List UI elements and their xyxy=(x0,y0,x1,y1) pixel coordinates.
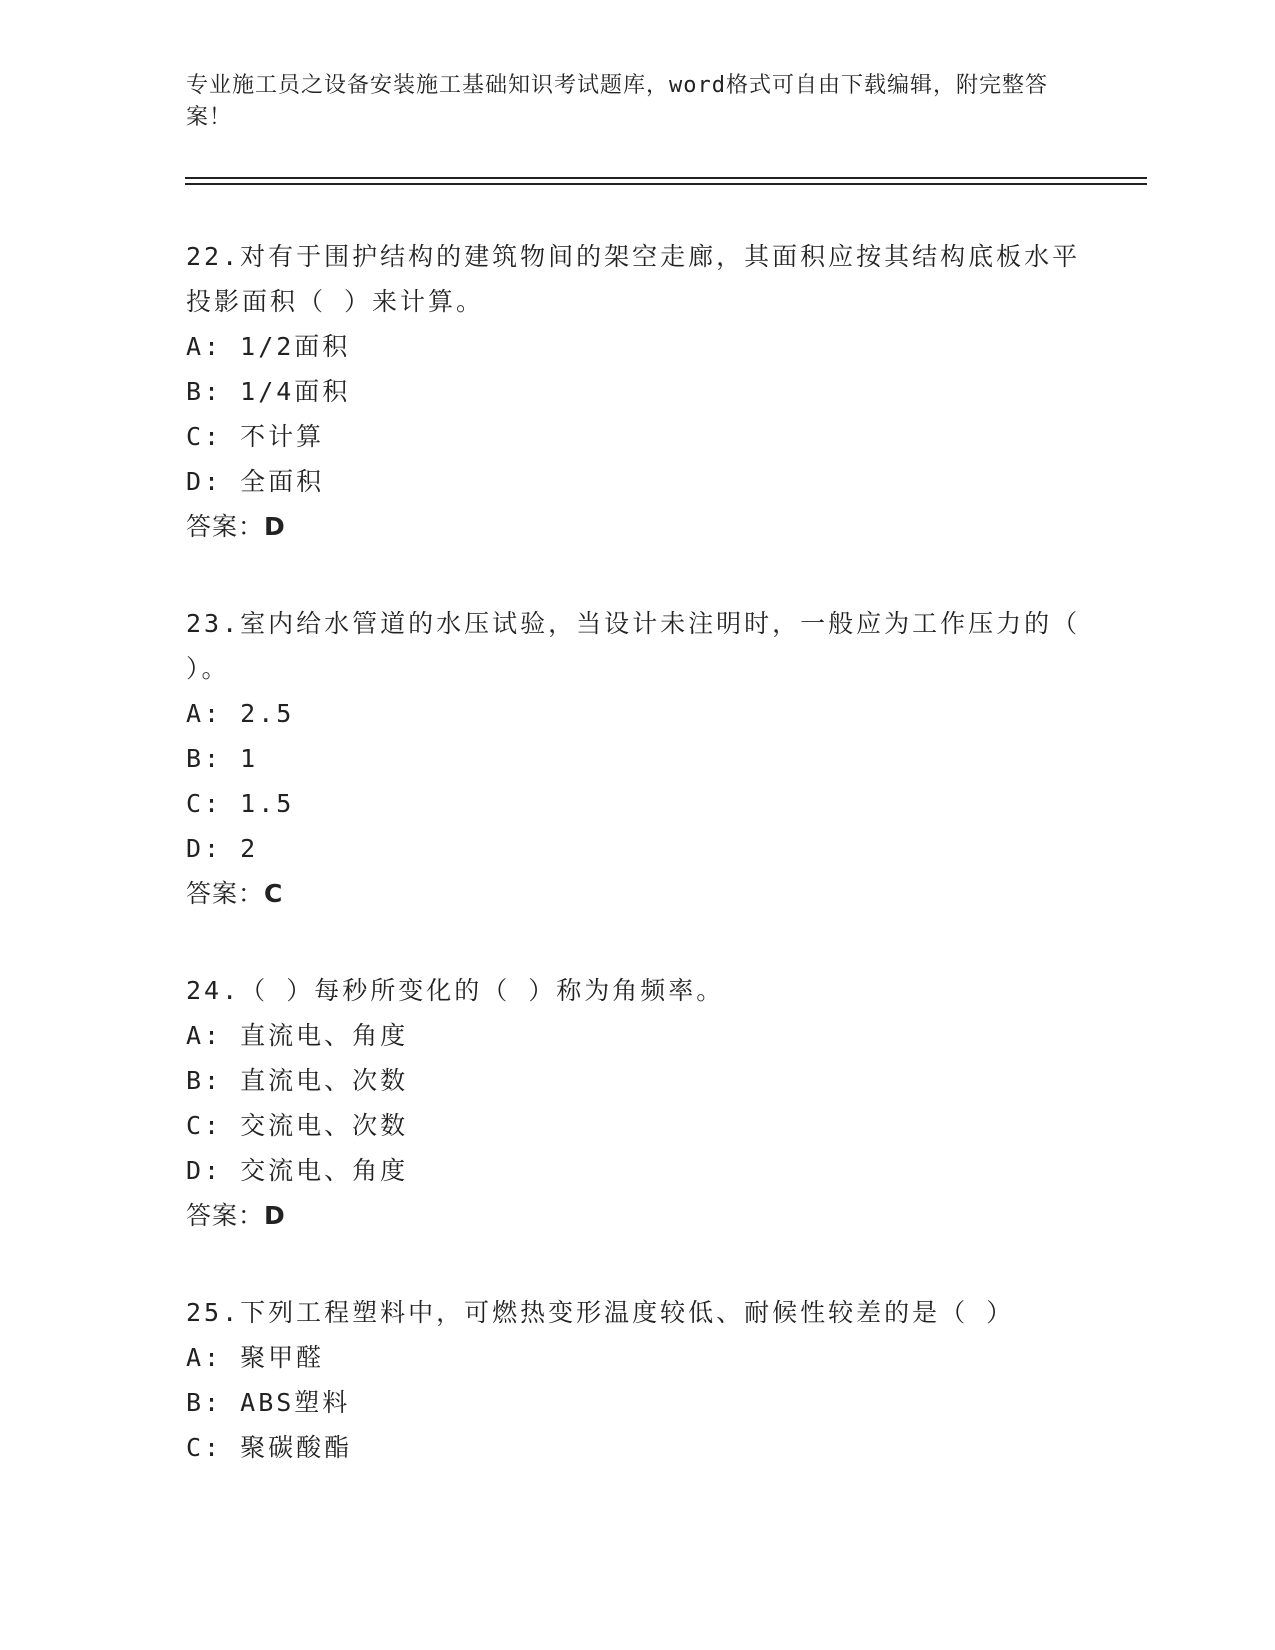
question-23 xyxy=(186,601,1086,916)
answer-value: D xyxy=(264,1201,286,1230)
question-text: 22.对有于围护结构的建筑物间的架空走廊，其面积应按其结构底板水平投影面积（ ）来计算。 xyxy=(186,242,1081,316)
question-text: 25.下列工程塑料中，可燃热变形温度较低、耐候性较差的是（ ） xyxy=(186,1298,1015,1327)
option-b: B: 1/4面积 xyxy=(186,377,351,406)
document-header: 专业施工员之设备安装施工基础知识考试题库，word格式可自由下载编辑，附完整答案！ xyxy=(186,73,1048,130)
question-text: 23.室内给水管道的水压试验，当设计未注明时，一般应为工作压力的（ ）。 xyxy=(186,609,1081,683)
header-divider-bottom xyxy=(185,183,1147,185)
option-d: D: 全面积 xyxy=(186,467,325,496)
question-25 xyxy=(186,1290,1086,1470)
option-d: D: 交流电、角度 xyxy=(186,1156,409,1185)
answer-label: 答案： xyxy=(186,512,265,541)
answer-line xyxy=(186,1193,1086,1238)
option-c: C: 交流电、次数 xyxy=(186,1111,409,1140)
option-c: C: 1.5 xyxy=(186,789,295,818)
answer-label: 答案： xyxy=(186,1201,265,1230)
option-a: A: 2.5 xyxy=(186,699,295,728)
option-a: A: 聚甲醛 xyxy=(186,1343,325,1372)
question-text: 24.（ ）每秒所变化的（ ）称为角频率。 xyxy=(186,976,725,1005)
option-d: D: 2 xyxy=(186,834,259,863)
option-b: B: 1 xyxy=(186,744,259,773)
question-22 xyxy=(186,234,1086,549)
answer-value: C xyxy=(264,879,284,908)
question-24 xyxy=(186,968,1086,1238)
option-a: A: 直流电、角度 xyxy=(186,1021,409,1050)
option-b: B: 直流电、次数 xyxy=(186,1066,409,1095)
question-list xyxy=(186,234,1086,1522)
header-divider-top xyxy=(185,177,1147,179)
answer-value: D xyxy=(264,512,286,541)
option-c: C: 不计算 xyxy=(186,422,325,451)
answer-line xyxy=(186,504,1086,549)
answer-line xyxy=(186,871,1086,916)
answer-label: 答案： xyxy=(186,879,265,908)
option-c: C: 聚碳酸酯 xyxy=(186,1433,353,1462)
option-b: B: ABS塑料 xyxy=(186,1388,351,1417)
option-a: A: 1/2面积 xyxy=(186,332,351,361)
